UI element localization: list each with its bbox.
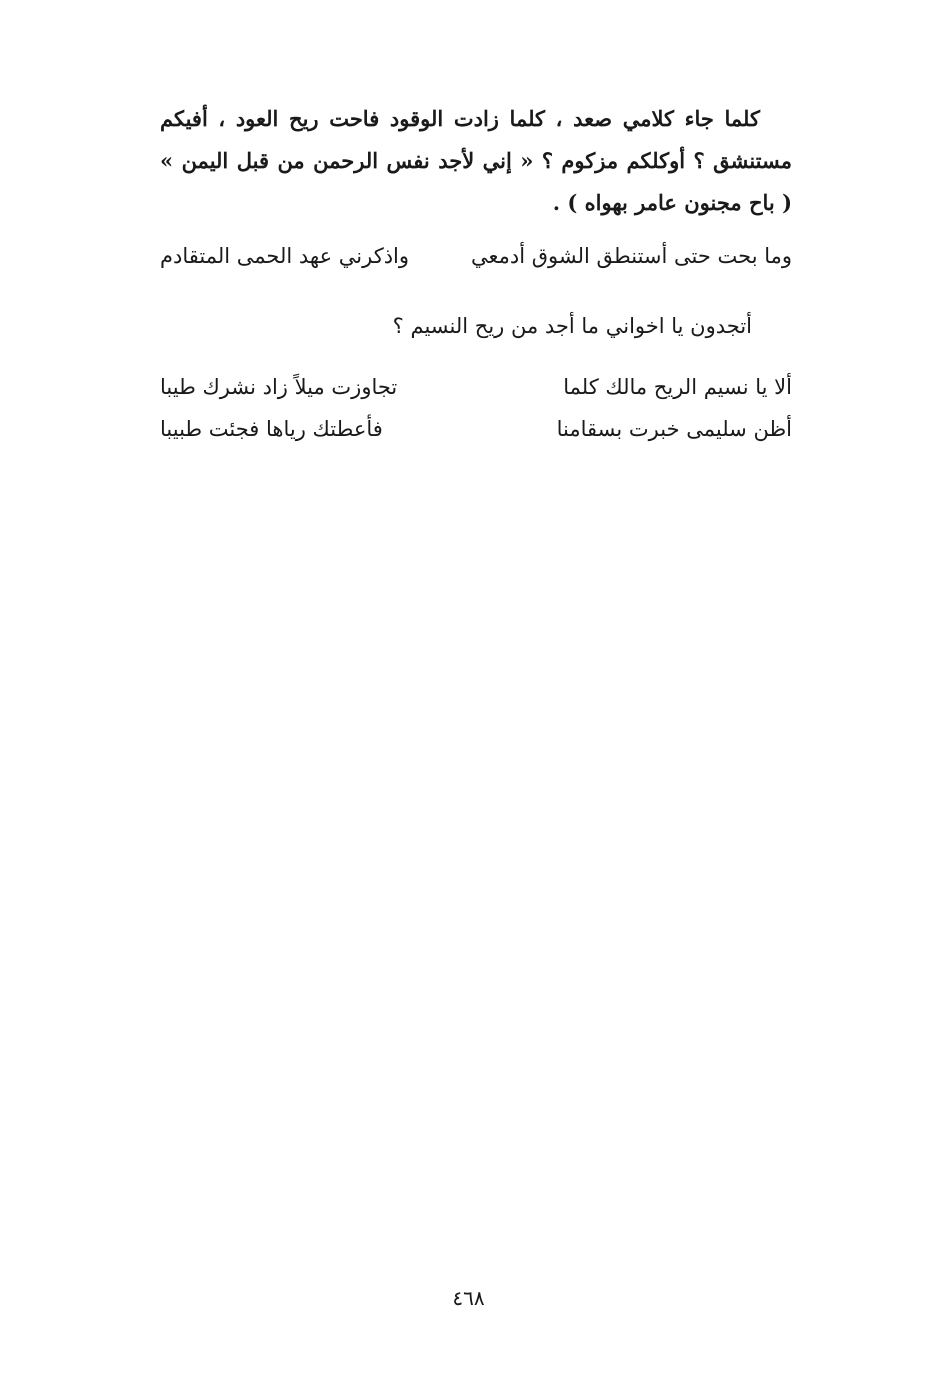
verse-line-2 [160,372,792,402]
verse-2-first-hemistich: ألا يا نسيم الريح مالك كلما [563,375,792,399]
verse-1-first-hemistich: وما بحت حتى أستنطق الشوق أدمعي [470,244,792,268]
question-line: أتجدون يا اخواني ما أجد من ريح النسيم ؟ [392,314,752,338]
verse-line-3 [160,414,792,444]
verse-3-first-hemistich: أظن سليمى خبرت بسقامنا [556,417,792,441]
prose-paragraph: كلما جاء كلامي صعد ، كلما زادت الوقود فاحت ريح العود ، أفيكم مستنشق ؟ أوكلكم مزكوم ؟ « إني لأجد نفس الرحمن من قبل اليمن » ( باح مجنون عامر بهواه ) . [160,106,792,215]
prose-paragraph-container [160,98,792,224]
verse-line-1 [160,241,792,271]
verse-1-second-hemistich: واذكرني عهد الحمى المتقادم [160,244,410,268]
verse-2-second-hemistich: تجاوزت ميلاً زاد نشرك طيبا [160,375,398,399]
page-number: ٤٦٨ [452,1286,485,1310]
verse-3-second-hemistich: فأعطتك رياها فجئت طبيبا [160,417,383,441]
